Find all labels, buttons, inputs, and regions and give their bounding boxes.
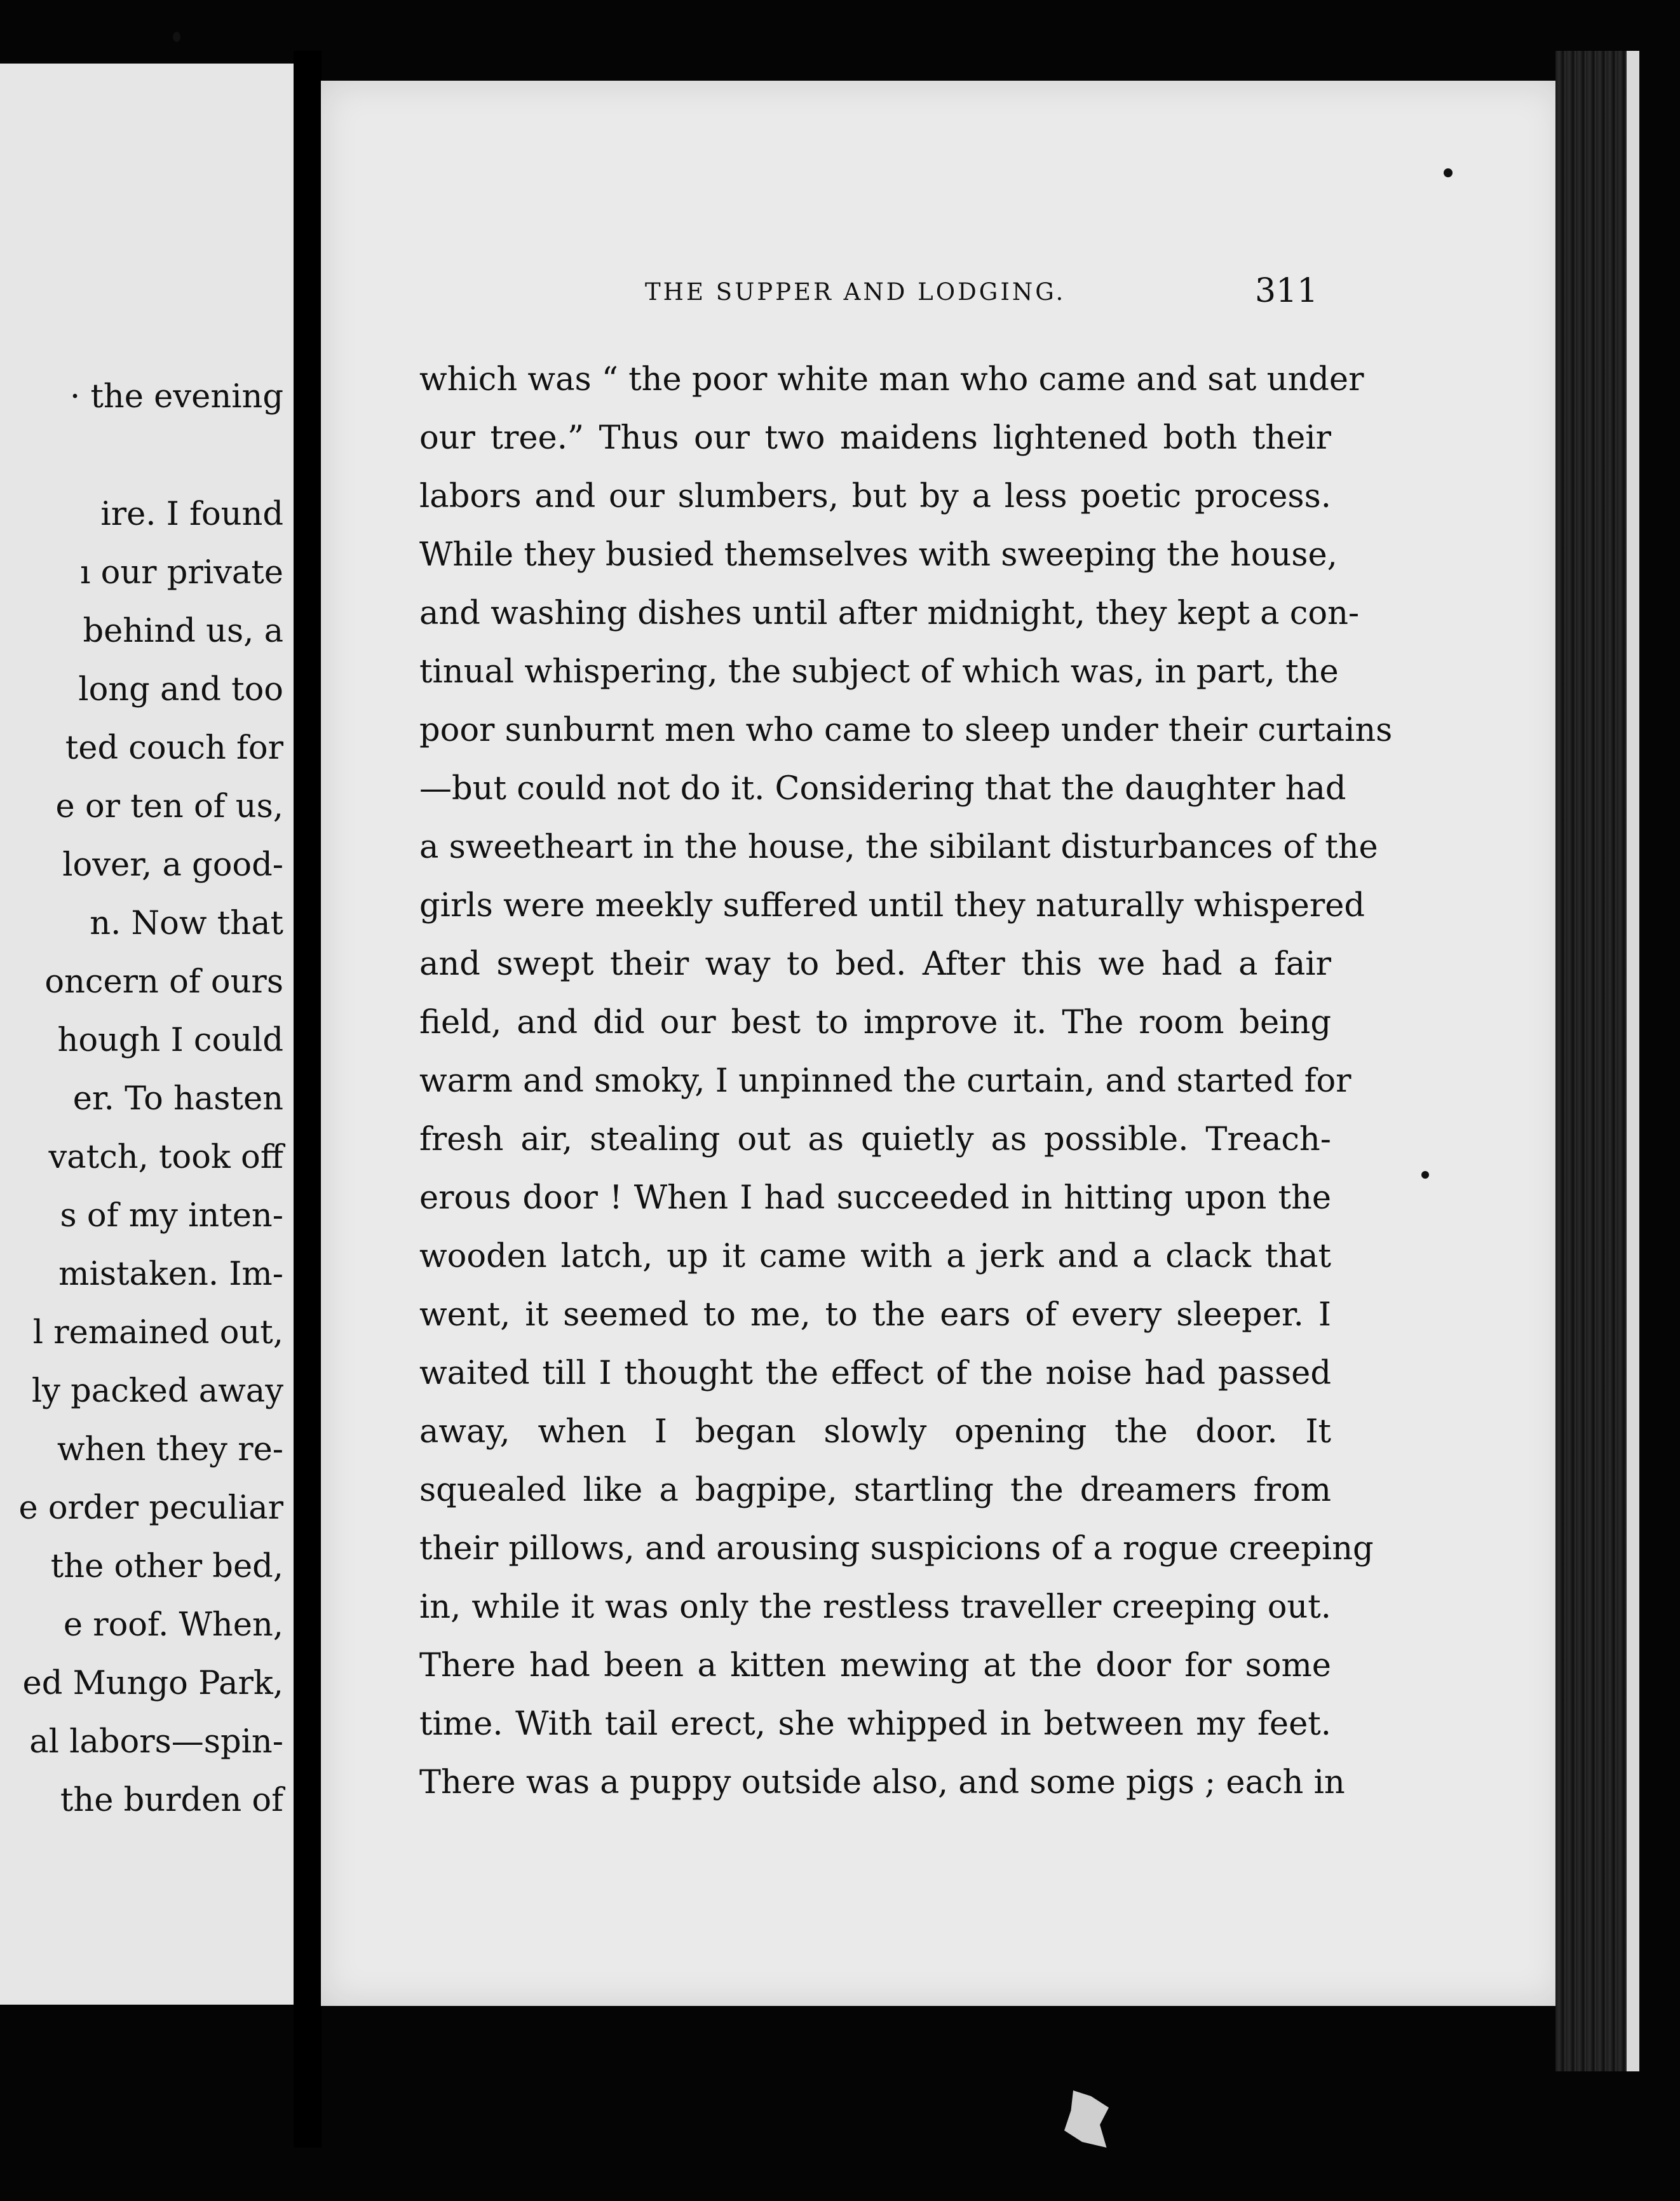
left-text-line: vatch, took off xyxy=(48,1139,283,1176)
left-text-line: al labors—spin- xyxy=(29,1723,283,1761)
page-number: 311 xyxy=(1255,272,1318,310)
scan-speck xyxy=(1421,1171,1429,1179)
left-text-line: the other bed, xyxy=(50,1548,283,1585)
left-text-line: long and too xyxy=(78,671,283,708)
left-text-line: hough I could xyxy=(57,1022,283,1059)
body-text-line: waited till I thought the effect of the noise had passed xyxy=(419,1355,1331,1392)
left-text-line: when they re- xyxy=(57,1431,283,1468)
left-text-line: ly packed away xyxy=(31,1372,283,1410)
running-head: THE SUPPER AND LODGING. xyxy=(645,278,1066,306)
body-text-line: and swept their way to bed. After this we had a fair xyxy=(419,945,1331,983)
body-text-line: our tree.” Thus our two maidens lightened both their xyxy=(419,419,1331,457)
left-text-line: oncern of ours xyxy=(44,963,283,1001)
body-text-line: wooden latch, up it came with a jerk and a clack that xyxy=(419,1238,1331,1275)
body-text-line: warm and smoky, I unpinned the curtain, and started for xyxy=(419,1062,1351,1100)
scan-speck xyxy=(1444,168,1453,177)
body-text-line: time. With tail erect, she whipped in between my feet. xyxy=(419,1705,1331,1743)
body-text-line: —but could not do it. Considering that the daughter had xyxy=(419,770,1346,808)
left-text-line: l remained out, xyxy=(32,1314,283,1351)
body-text-line: tinual whispering, the subject of which was, in part, the xyxy=(419,653,1339,691)
left-text-line: s of my inten- xyxy=(60,1197,283,1235)
left-text-line: ı our private xyxy=(80,554,283,592)
body-text-line: erous door ! When I had succeeded in hitting upon the xyxy=(419,1179,1331,1217)
body-text-line: There had been a kitten mewing at the door for some xyxy=(419,1647,1331,1684)
left-text-line: · the evening xyxy=(70,378,283,416)
left-text-line: e or ten of us, xyxy=(55,788,283,825)
page-block-outer-edge xyxy=(1627,51,1639,2071)
left-text-line: lover, a good- xyxy=(62,846,283,884)
left-text-line: e order peculiar xyxy=(18,1489,283,1527)
body-text-line: While they busied themselves with sweeping the house, xyxy=(419,536,1338,574)
book-gutter xyxy=(294,51,322,2148)
body-text-line: and washing dishes until after midnight, they kept a con- xyxy=(419,595,1360,632)
body-text-line: went, it seemed to me, to the ears of every sleeper. I xyxy=(419,1296,1331,1334)
left-text-line: behind us, a xyxy=(83,613,283,650)
body-text-line: their pillows, and arousing suspicions of a rogue creeping xyxy=(419,1530,1374,1568)
left-text-line: er. To hasten xyxy=(72,1080,283,1118)
body-text-line: There was a puppy outside also, and some pigs ; each in xyxy=(419,1764,1345,1801)
scan-speck xyxy=(173,32,180,42)
left-text-line: the burden of xyxy=(60,1782,283,1819)
body-text-line: away, when I began slowly opening the door. It xyxy=(419,1413,1331,1451)
body-text-line: which was “ the poor white man who came and sat under xyxy=(419,361,1364,398)
facing-page-left xyxy=(0,64,294,2005)
body-text-line: a sweetheart in the house, the sibilant disturbances of the xyxy=(419,829,1378,866)
left-text-line: ire. I found xyxy=(100,496,283,533)
left-text-line: ed Mungo Park, xyxy=(22,1665,283,1702)
body-text-line: girls were meekly suffered until they naturally whispered xyxy=(419,887,1365,924)
body-text-line: labors and our slumbers, but by a less poetic process. xyxy=(419,478,1331,515)
left-text-line: e roof. When, xyxy=(63,1606,283,1644)
body-text-line: field, and did our best to improve it. The room being xyxy=(419,1004,1331,1041)
left-text-line: ted couch for xyxy=(65,729,283,767)
left-text-line: n. Now that xyxy=(90,905,283,942)
body-text-line: in, while it was only the restless traveller creeping out. xyxy=(419,1588,1331,1626)
page-block-edge xyxy=(1555,51,1635,2071)
body-text-line: poor sunburnt men who came to sleep under their curtains xyxy=(419,712,1393,749)
body-text-line: fresh air, stealing out as quietly as possible. Treach- xyxy=(419,1121,1331,1158)
body-text-line: squealed like a bagpipe, startling the dreamers from xyxy=(419,1472,1331,1509)
left-text-line: mistaken. Im- xyxy=(58,1256,283,1293)
